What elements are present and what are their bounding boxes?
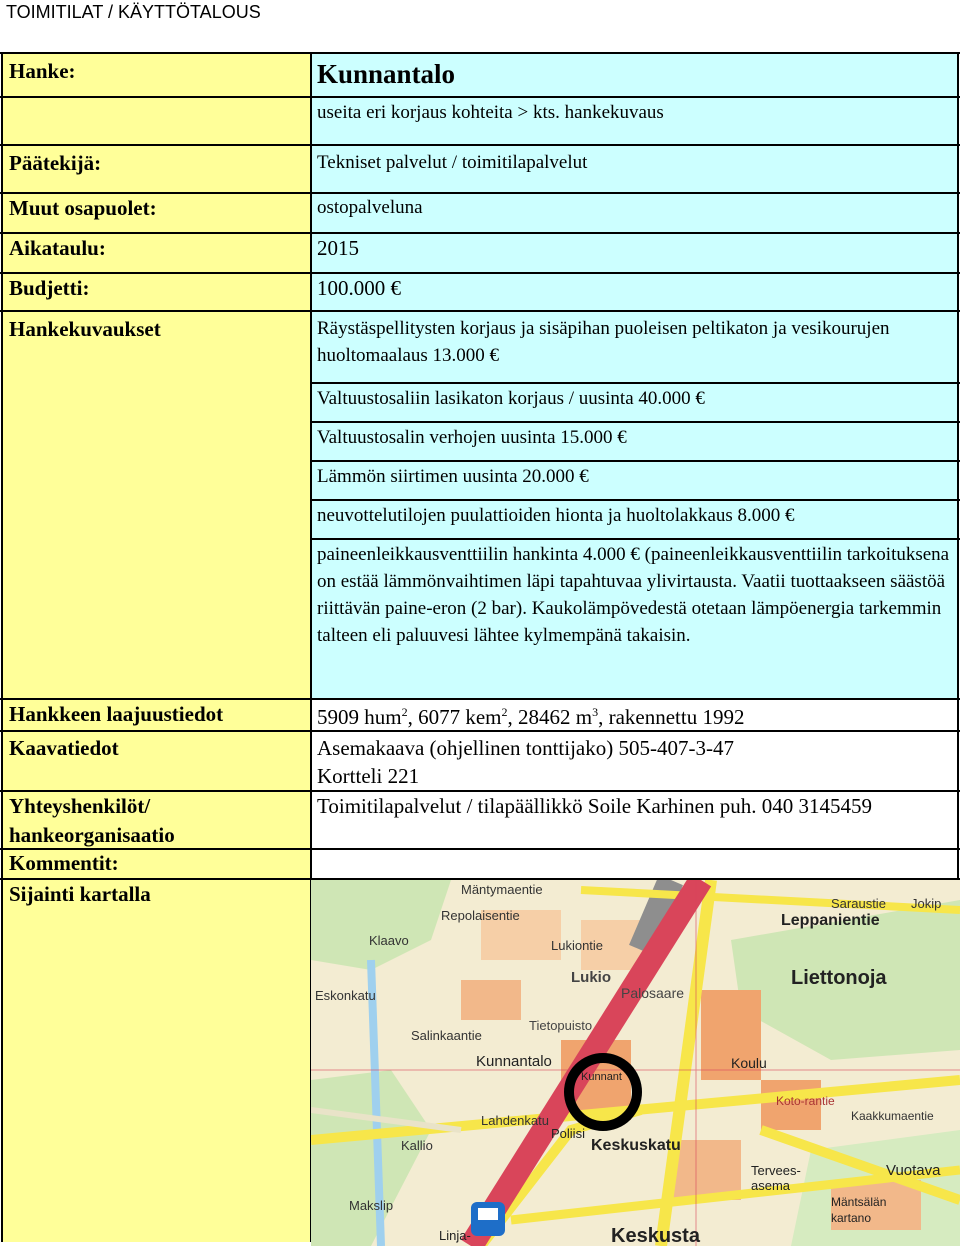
svg-text:Mäntymaentie: Mäntymaentie — [461, 882, 543, 897]
svg-text:Repolaisentie: Repolaisentie — [441, 908, 520, 923]
svg-text:Vuotava: Vuotava — [886, 1162, 941, 1179]
project-title: Kunnantalo — [317, 59, 456, 89]
svg-text:Koto-rantie: Koto-rantie — [776, 1094, 835, 1108]
document-header: TOIMITILAT / KÄYTTÖTALOUS — [6, 2, 261, 22]
svg-text:Jokip: Jokip — [911, 896, 942, 911]
svg-text:Makslip: Makslip — [349, 1198, 394, 1213]
svg-text:Leppanientie: Leppanientie — [781, 912, 880, 929]
svg-text:Koulu: Koulu — [731, 1055, 767, 1071]
svg-text:Tervees-: Tervees- — [751, 1163, 801, 1178]
svg-text:Klaavo: Klaavo — [369, 933, 409, 948]
description-item: Räystäspellitysten korjaus ja sisäpihan puoleisen peltikaton ja vesikourujen huoltomaalaus 13.000 € — [312, 312, 957, 382]
label-kaava: Kaavatiedot — [3, 732, 310, 790]
value-kommentit — [312, 850, 957, 878]
svg-text:Kunnant: Kunnant — [581, 1071, 622, 1083]
svg-text:Kaakkumaentie: Kaakkumaentie — [851, 1109, 934, 1123]
svg-text:Palosaare: Palosaare — [621, 985, 685, 1001]
description-item: Valtuustosalin verhojen uusinta 15.000 € — [312, 423, 957, 460]
map-image — [311, 880, 960, 1246]
svg-text:Lukiontie: Lukiontie — [551, 938, 604, 953]
description-item: paineenleikkausventtiilin hankinta 4.000 € (paineenleikkausventtiilin tarkoituksena on estää lämmönvaihtimen läpi tapahtuvaa ylivirtausta. Vaatii tuottaakseen säästöä riittävän paine-eron (2 bar). Kaukolämpövedestä otetaan lämpöenergia tarkemmin talteen eli paluuvesi lähtee kylmempänä takaisin. — [312, 540, 957, 698]
svg-text:Mäntsälän: Mäntsälän — [831, 1195, 887, 1209]
value-paatekija: Tekniset palvelut / toimitilapalvelut — [312, 146, 957, 192]
value-yhteys: Toimitilapalvelut / tilapäällikkö Soile Karhinen puh. 040 3145459 — [317, 794, 872, 818]
svg-text:Kallio: Kallio — [401, 1138, 433, 1153]
svg-text:Lahdenkatu: Lahdenkatu — [481, 1113, 549, 1128]
value-aikataulu: 2015 — [312, 234, 957, 272]
svg-text:Eskonkatu: Eskonkatu — [315, 988, 376, 1003]
svg-text:Kunnantalo: Kunnantalo — [476, 1053, 552, 1070]
svg-text:Keskuskatu: Keskuskatu — [591, 1137, 681, 1154]
label-kommentit: Kommentit: — [3, 850, 310, 878]
label-paatekija: Päätekijä: — [3, 146, 310, 192]
value-kaava: Asemakaava (ohjellinen tonttijako) 505-407-3-47 Kortteli 221 — [317, 736, 734, 788]
label-sijainti: Sijainti kartalla — [3, 880, 310, 1242]
svg-text:Liettonoja: Liettonoja — [791, 967, 887, 989]
description-item: neuvottelutilojen puulattioiden hionta ja huoltolakkaus 8.000 € — [312, 501, 957, 538]
svg-text:kartano: kartano — [831, 1211, 872, 1225]
value-muut: ostopalveluna — [312, 194, 957, 232]
label-hanke: Hanke: — [3, 54, 310, 96]
svg-text:Poliisi: Poliisi — [551, 1126, 585, 1141]
label-budjetti: Budjetti: — [3, 274, 310, 310]
svg-text:Lukio: Lukio — [571, 969, 611, 986]
value-budjetti: 100.000 € — [312, 274, 957, 310]
svg-text:Saraustie: Saraustie — [831, 896, 886, 911]
value-laajuus: 5909 hum$^2$, 6077 kem$^2$, 28462 $m^3$, rakennettu 1992 — [317, 705, 745, 729]
svg-text:Linja-: Linja- — [439, 1228, 471, 1243]
label-aikataulu: Aikataulu: — [3, 234, 310, 272]
svg-text:Tietopuisto: Tietopuisto — [529, 1018, 593, 1033]
svg-text:Salinkaantie: Salinkaantie — [411, 1028, 482, 1043]
description-item: Lämmön siirtimen uusinta 20.000 € — [312, 462, 957, 499]
description-item: Valtuustosaliin lasikaton korjaus / uusinta 40.000 € — [312, 384, 957, 421]
label-yhteys: Yhteyshenkilöt/ hankeorganisaatio — [3, 792, 310, 848]
svg-text:Keskusta: Keskusta — [611, 1225, 700, 1246]
label-laajuus: Hankkeen laajuustiedot — [3, 700, 310, 730]
label-hanke-sub — [3, 98, 310, 144]
label-hankekuvaukset: Hankekuvaukset — [3, 312, 310, 698]
location-map — [311, 880, 960, 1246]
svg-text:asema: asema — [751, 1178, 791, 1193]
label-muut: Muut osapuolet: — [3, 194, 310, 232]
value-hanke — [312, 54, 957, 96]
value-hanke-sub: useita eri korjaus kohteita > kts. hankekuvaus — [312, 98, 957, 144]
